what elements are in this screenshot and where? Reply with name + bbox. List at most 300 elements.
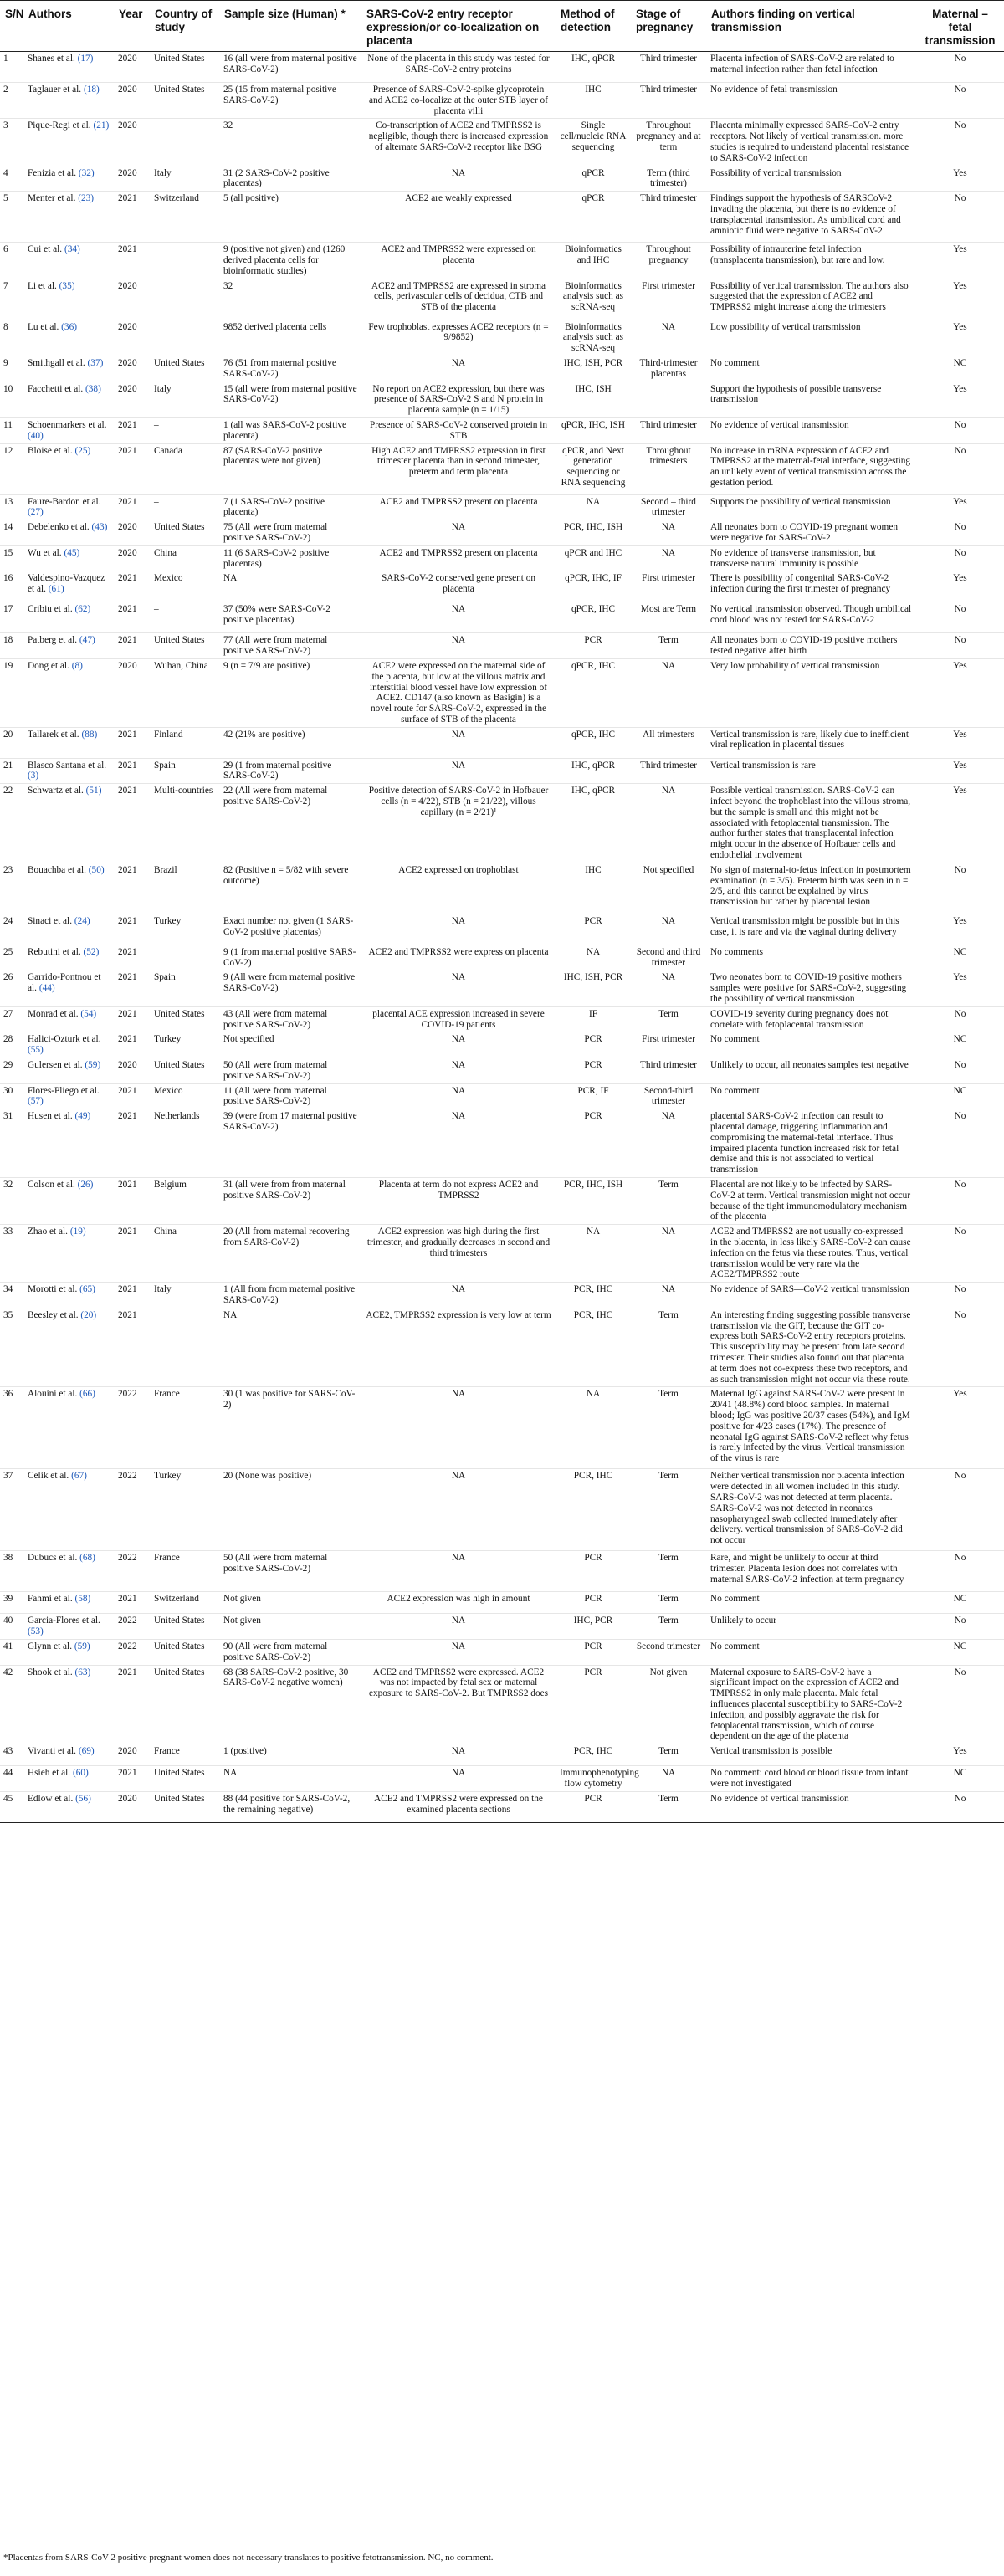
author-name: Dong et al. xyxy=(28,660,72,671)
reference-link[interactable]: (56) xyxy=(75,1793,91,1804)
row-maternal-fetal: No xyxy=(916,119,1004,166)
reference-link[interactable]: (23) xyxy=(78,193,95,204)
row-year: 2020 xyxy=(114,52,150,83)
row-method: Immunophenotyping flow cytometry xyxy=(556,1766,631,1792)
row-receptor-expression: NA xyxy=(361,914,556,945)
header-sn: S/N xyxy=(0,1,23,52)
header-sample-size: Sample size (Human) * xyxy=(219,1,361,52)
row-maternal-fetal: Yes xyxy=(916,243,1004,279)
reference-link[interactable]: (45) xyxy=(64,547,80,558)
row-method: qPCR and IHC xyxy=(556,545,631,571)
row-author xyxy=(23,1083,114,1109)
row-author xyxy=(23,602,114,633)
row-sample-size: 5 (all positive) xyxy=(219,192,361,243)
row-author xyxy=(23,417,114,443)
row-method: qPCR, IHC xyxy=(556,602,631,633)
row-country: Switzerland xyxy=(150,1592,219,1614)
row-sn: 18 xyxy=(0,633,23,659)
row-maternal-fetal: No xyxy=(916,1308,1004,1387)
row-stage: Term xyxy=(631,1387,706,1469)
row-sn: 21 xyxy=(0,758,23,784)
row-receptor-expression: SARS-CoV-2 conserved gene present on placenta xyxy=(361,571,556,602)
row-country: China xyxy=(150,1225,219,1283)
author-name: Beesley et al. xyxy=(28,1309,81,1320)
row-author xyxy=(23,279,114,320)
row-author xyxy=(23,545,114,571)
table-row xyxy=(0,1006,1004,1032)
row-stage: Second-third trimester xyxy=(631,1083,706,1109)
reference-link[interactable]: (8) xyxy=(71,660,83,671)
reference-link[interactable]: (67) xyxy=(71,1471,87,1482)
row-sn: 37 xyxy=(0,1469,23,1551)
row-author xyxy=(23,914,114,945)
row-maternal-fetal: Yes xyxy=(916,279,1004,320)
table-row xyxy=(0,1225,1004,1283)
row-sample-size: 32 xyxy=(219,119,361,166)
row-method: IHC, qPCR xyxy=(556,52,631,83)
row-receptor-expression: ACE2 and TMPRSS2 present on placenta xyxy=(361,545,556,571)
row-method: IHC, ISH, PCR xyxy=(556,356,631,382)
row-method: PCR xyxy=(556,633,631,659)
table-row xyxy=(0,602,1004,633)
table-row xyxy=(0,1109,1004,1178)
row-method: IHC, qPCR xyxy=(556,758,631,784)
row-sample-size: 9852 derived placenta cells xyxy=(219,320,361,356)
author-name: Taglauer et al. xyxy=(28,85,84,95)
row-sample-size: 9 (n = 7/9 are positive) xyxy=(219,658,361,727)
reference-link[interactable]: (36) xyxy=(61,321,77,332)
author-name: Shook et al. xyxy=(28,1667,75,1677)
row-maternal-fetal: No xyxy=(916,1109,1004,1178)
row-sample-size: 9 (1 from maternal positive SARS-CoV-2) xyxy=(219,945,361,970)
row-country: Spain xyxy=(150,758,219,784)
row-sn: 43 xyxy=(0,1744,23,1766)
row-method: NA xyxy=(556,494,631,520)
reference-link[interactable]: (26) xyxy=(77,1180,94,1190)
row-year: 2021 xyxy=(114,192,150,243)
header-receptor-expression: SARS-CoV-2 entry receptor expression/or co-localization on placenta xyxy=(361,1,556,52)
row-stage: NA xyxy=(631,520,706,546)
row-year: 2021 xyxy=(114,1083,150,1109)
row-sample-size: 29 (1 from maternal positive SARS-CoV-2) xyxy=(219,758,361,784)
row-receptor-expression: NA xyxy=(361,1032,556,1058)
row-receptor-expression: NA xyxy=(361,1058,556,1084)
row-finding: Vertical transmission is rare, likely due to inefficient viral replication in placental tissues xyxy=(706,727,916,758)
row-finding: placental SARS-CoV-2 infection can result to placental damage, triggering inflammation and compromising the maternal-fetal interface. Thus impaired placenta function increased risk for fetal demise and this is not associated to vertical transmission xyxy=(706,1109,916,1178)
author-name: Wu et al. xyxy=(28,547,64,558)
author-name: Bouachba et al. xyxy=(28,864,89,875)
row-finding: Unlikely to occur xyxy=(706,1614,916,1640)
row-year: 2021 xyxy=(114,784,150,863)
author-name: Husen et al. xyxy=(28,1111,75,1122)
header-year: Year xyxy=(114,1,150,52)
row-receptor-expression: Presence of SARS-CoV-2 conserved protein in STB xyxy=(361,417,556,443)
row-year: 2020 xyxy=(114,545,150,571)
row-sample-size: 82 (Positive n = 5/82 with severe outcome) xyxy=(219,863,361,914)
row-finding: No comment xyxy=(706,1639,916,1665)
row-maternal-fetal: NC xyxy=(916,1083,1004,1109)
reference-link[interactable]: (19) xyxy=(69,1227,86,1237)
row-finding: Possibility of vertical transmission xyxy=(706,166,916,192)
row-sn: 42 xyxy=(0,1665,23,1744)
row-sn: 33 xyxy=(0,1225,23,1283)
row-stage: Third trimester xyxy=(631,1058,706,1084)
row-method: IHC, ISH, PCR xyxy=(556,970,631,1006)
row-method: PCR xyxy=(556,1639,631,1665)
row-country: Netherlands xyxy=(150,1109,219,1178)
reference-link[interactable]: (59) xyxy=(74,1641,90,1652)
row-country: – xyxy=(150,602,219,633)
reference-link[interactable]: (52) xyxy=(83,946,100,957)
row-sample-size: 42 (21% are positive) xyxy=(219,727,361,758)
row-finding: No evidence of vertical transmission xyxy=(706,417,916,443)
row-finding: No increase in mRNA expression of ACE2 and TMPRSS2 at the maternal-fetal interface, suggesting an unlikely event of vertical transmission across the gestation period. xyxy=(706,443,916,494)
row-stage: NA xyxy=(631,545,706,571)
row-method: PCR xyxy=(556,1791,631,1822)
author-name: Cribiu et al. xyxy=(28,604,75,615)
row-sample-size: 75 (All were from maternal positive SARS-CoV-2) xyxy=(219,520,361,546)
row-maternal-fetal: Yes xyxy=(916,758,1004,784)
row-stage: Third trimester xyxy=(631,83,706,119)
row-sample-size: 31 (2 SARS-CoV-2 positive placentas) xyxy=(219,166,361,192)
row-author xyxy=(23,1766,114,1792)
row-year: 2021 xyxy=(114,1308,150,1387)
reference-link[interactable]: (68) xyxy=(79,1553,95,1564)
table-row xyxy=(0,571,1004,602)
row-author xyxy=(23,520,114,546)
row-method: IHC, qPCR xyxy=(556,784,631,863)
row-author xyxy=(23,945,114,970)
row-stage: Not given xyxy=(631,1665,706,1744)
row-sample-size: 1 (All from from maternal positive SARS-CoV-2) xyxy=(219,1283,361,1308)
row-sample-size: Exact number not given (1 SARS-CoV-2 positive placentas) xyxy=(219,914,361,945)
table-row xyxy=(0,1639,1004,1665)
row-stage: NA xyxy=(631,320,706,356)
author-name: Bloise et al. xyxy=(28,445,75,456)
row-maternal-fetal: Yes xyxy=(916,970,1004,1006)
row-method: NA xyxy=(556,945,631,970)
row-receptor-expression: NA xyxy=(361,520,556,546)
row-finding: No comments xyxy=(706,945,916,970)
reference-link[interactable]: (50) xyxy=(88,864,105,875)
reference-link[interactable]: (24) xyxy=(74,915,90,926)
row-finding: No sign of maternal-to-fetus infection in postmortem examination (n = 3/5). Preterm birth was seen in n = 2/5, and this cannot be explained by virus transmission but rather by placental lesion xyxy=(706,863,916,914)
reference-link[interactable]: (17) xyxy=(77,54,94,64)
table-row xyxy=(0,970,1004,1006)
row-method: IHC xyxy=(556,863,631,914)
row-sample-size: 68 (38 SARS-CoV-2 positive, 30 SARS-CoV-2 negative women) xyxy=(219,1665,361,1744)
row-stage: Throughout pregnancy xyxy=(631,243,706,279)
table-row xyxy=(0,658,1004,727)
table-row xyxy=(0,1592,1004,1614)
row-year: 2021 xyxy=(114,443,150,494)
reference-link[interactable]: (21) xyxy=(93,120,110,131)
row-author xyxy=(23,166,114,192)
row-maternal-fetal: No xyxy=(916,1665,1004,1744)
row-country: United States xyxy=(150,356,219,382)
row-finding: Possible vertical transmission. SARS-CoV-2 can infect beyond the trophoblast into the villous stroma, but the sample is small and this might not be associated with fetoplacental transmission. The author further states that transplacental infection might occur in the absence of Hofbauer cells and endothelial involvement xyxy=(706,784,916,863)
author-name: Fenizia et al. xyxy=(28,167,79,178)
reference-link[interactable]: (66) xyxy=(79,1389,95,1400)
row-maternal-fetal: Yes xyxy=(916,727,1004,758)
row-author xyxy=(23,758,114,784)
reference-link[interactable]: (57) xyxy=(28,1096,44,1107)
row-method: Bioinformatics and IHC xyxy=(556,243,631,279)
row-receptor-expression: Positive detection of SARS-CoV-2 in Hofbauer cells (n = 4/22), STB (n = 21/22), villous capillary (n = 2/21)¹ xyxy=(361,784,556,863)
row-maternal-fetal: NC xyxy=(916,356,1004,382)
author-name: Flores-Pliego et al. xyxy=(28,1085,100,1096)
author-name: Faure-Bardon et al. xyxy=(28,496,101,507)
row-sn: 34 xyxy=(0,1283,23,1308)
row-finding: No evidence of fetal transmission xyxy=(706,83,916,119)
row-author xyxy=(23,784,114,863)
reference-link[interactable]: (40) xyxy=(28,430,44,441)
reference-link[interactable]: (53) xyxy=(28,1626,44,1637)
table-row xyxy=(0,243,1004,279)
row-finding: Possibility of intrauterine fetal infection (transplacenta transmission), but rare and low. xyxy=(706,243,916,279)
table-row xyxy=(0,166,1004,192)
row-sn: 4 xyxy=(0,166,23,192)
row-stage: Term xyxy=(631,1178,706,1225)
row-year: 2021 xyxy=(114,494,150,520)
row-country: Italy xyxy=(150,166,219,192)
row-sample-size: 11 (All were from maternal positive SARS-CoV-2) xyxy=(219,1083,361,1109)
reference-link[interactable]: (51) xyxy=(85,786,102,796)
row-country: United States xyxy=(150,1006,219,1032)
row-country: Turkey xyxy=(150,1469,219,1551)
row-year: 2021 xyxy=(114,758,150,784)
row-sn: 22 xyxy=(0,784,23,863)
row-sample-size: 9 (positive not given) and (1260 derived placenta cells for bioinformatic studies) xyxy=(219,243,361,279)
row-receptor-expression: NA xyxy=(361,1469,556,1551)
row-finding: Findings support the hypothesis of SARSCoV-2 invading the placenta, but there is no evidence of transplacental transmission. As umbilical cord and amniotic fluid were negative to SARS-CoV-2 xyxy=(706,192,916,243)
table-row xyxy=(0,1551,1004,1592)
row-country xyxy=(150,945,219,970)
row-country: – xyxy=(150,417,219,443)
row-year: 2020 xyxy=(114,658,150,727)
reference-link[interactable]: (58) xyxy=(74,1594,91,1605)
row-stage: Term xyxy=(631,1551,706,1592)
row-country: United States xyxy=(150,1639,219,1665)
row-sn: 28 xyxy=(0,1032,23,1058)
author-name: Schwartz et al. xyxy=(28,786,86,796)
row-maternal-fetal: No xyxy=(916,417,1004,443)
row-finding: No vertical transmission observed. Though umbilical cord blood was not tested for SARS-CoV-2 xyxy=(706,602,916,633)
row-stage: Throughout trimesters xyxy=(631,443,706,494)
reference-link[interactable]: (20) xyxy=(80,1309,97,1320)
table-row xyxy=(0,1283,1004,1308)
reference-link[interactable]: (38) xyxy=(85,383,101,394)
row-receptor-expression: ACE2 and TMPRSS2 were express on placenta xyxy=(361,945,556,970)
row-receptor-expression: ACE2 expressed on trophoblast xyxy=(361,863,556,914)
row-country: Belgium xyxy=(150,1178,219,1225)
row-receptor-expression: Placenta at term do not express ACE2 and TMPRSS2 xyxy=(361,1178,556,1225)
row-author xyxy=(23,571,114,602)
row-method: PCR xyxy=(556,1665,631,1744)
row-receptor-expression: ACE2 expression was high in amount xyxy=(361,1592,556,1614)
reference-link[interactable]: (65) xyxy=(79,1284,95,1295)
row-stage: NA xyxy=(631,784,706,863)
reference-link[interactable]: (47) xyxy=(79,635,95,646)
reference-link[interactable]: (54) xyxy=(80,1008,97,1019)
row-sn: 29 xyxy=(0,1058,23,1084)
row-finding: No evidence of SARS—CoV-2 vertical transmission xyxy=(706,1283,916,1308)
row-finding: ACE2 and TMPRSS2 are not usually co-expressed in the placenta, in less likely SARS-CoV-2 can cause infection on the fetus via these routes. Thus, vertical transmission would be very rare via the ACE2/TMPRSS2 route xyxy=(706,1225,916,1283)
author-name: Schoenmarkers et al. xyxy=(28,419,107,430)
row-sample-size: 9 (All were from maternal positive SARS-CoV-2) xyxy=(219,970,361,1006)
reference-link[interactable]: (18) xyxy=(83,85,100,95)
row-receptor-expression: NA xyxy=(361,356,556,382)
author-name: Alouini et al. xyxy=(28,1389,80,1400)
row-sample-size: 39 (were from 17 maternal positive SARS-CoV-2) xyxy=(219,1109,361,1178)
reference-link[interactable]: (62) xyxy=(74,604,91,615)
row-method: PCR xyxy=(556,914,631,945)
row-sn: 40 xyxy=(0,1614,23,1640)
reference-link[interactable]: (25) xyxy=(74,445,91,456)
author-name: Edlow et al. xyxy=(28,1793,76,1804)
row-author xyxy=(23,1744,114,1766)
row-author xyxy=(23,1109,114,1178)
author-name: Fahmi et al. xyxy=(28,1594,75,1605)
row-finding: Two neonates born to COVID-19 positive mothers samples were positive for SARS-CoV-2, suggesting the possibility of vertical transmission xyxy=(706,970,916,1006)
row-receptor-expression: No report on ACE2 expression, but there was presence of SARS-CoV-2 S and N protein in placenta sample (n = 1/15) xyxy=(361,382,556,417)
reference-link[interactable]: (60) xyxy=(72,1768,89,1779)
row-sample-size: 20 (All from maternal recovering from SARS-CoV-2) xyxy=(219,1225,361,1283)
reference-link[interactable]: (3) xyxy=(28,771,39,781)
table-row xyxy=(0,192,1004,243)
reference-link[interactable]: (43) xyxy=(91,522,108,533)
row-stage: Term xyxy=(631,1791,706,1822)
table-row xyxy=(0,356,1004,382)
reference-link[interactable]: (35) xyxy=(59,280,75,291)
row-country: – xyxy=(150,494,219,520)
row-finding: COVID-19 severity during pregnancy does not correlate with fetoplacental transmission xyxy=(706,1006,916,1032)
author-name: Dubucs et al. xyxy=(28,1553,80,1564)
row-receptor-expression: ACE2 and TMPRSS2 present on placenta xyxy=(361,494,556,520)
row-sn: 12 xyxy=(0,443,23,494)
reference-link[interactable]: (61) xyxy=(48,584,64,595)
row-receptor-expression: NA xyxy=(361,633,556,659)
row-country xyxy=(150,243,219,279)
row-stage: Not specified xyxy=(631,863,706,914)
table-row xyxy=(0,1614,1004,1640)
row-receptor-expression: ACE2 were expressed on the maternal side of the placenta, but low at the villous matrix and interstitial blood vessel have low expression of ACE2. CD147 (also known as Basigin) is a novel route for SARS-CoV-2, expressed in the surface of STB of the placenta xyxy=(361,658,556,727)
reference-link[interactable]: (49) xyxy=(74,1111,91,1122)
reference-link[interactable]: (55) xyxy=(28,1045,44,1056)
row-sample-size: 87 (SARS-CoV-2 positive placentas were not given) xyxy=(219,443,361,494)
row-sn: 5 xyxy=(0,192,23,243)
reference-link[interactable]: (63) xyxy=(74,1667,91,1677)
row-stage: First trimester xyxy=(631,571,706,602)
row-author xyxy=(23,443,114,494)
row-author xyxy=(23,1791,114,1822)
row-country: United States xyxy=(150,1665,219,1744)
author-name: Smithgall et al. xyxy=(28,357,88,368)
reference-link[interactable]: (69) xyxy=(78,1746,95,1757)
row-sample-size: 7 (1 SARS-CoV-2 positive placenta) xyxy=(219,494,361,520)
reference-link[interactable]: (59) xyxy=(85,1060,101,1071)
row-finding: No comment: cord blood or blood tissue from infant were not investigated xyxy=(706,1766,916,1792)
row-author xyxy=(23,1469,114,1551)
row-receptor-expression: ACE2 and TMPRSS2 were expressed. ACE2 was not impacted by fetal sex or maternal exposure to SARS-CoV-2. But TMPRSS2 does xyxy=(361,1665,556,1744)
row-author xyxy=(23,192,114,243)
reference-link[interactable]: (32) xyxy=(78,167,95,178)
author-name: Debelenko et al. xyxy=(28,522,92,533)
row-maternal-fetal: Yes xyxy=(916,784,1004,863)
row-maternal-fetal: NC xyxy=(916,1766,1004,1792)
table-row xyxy=(0,784,1004,863)
row-sn: 9 xyxy=(0,356,23,382)
row-author xyxy=(23,320,114,356)
author-name: Vivanti et al. xyxy=(28,1746,79,1757)
table-row xyxy=(0,1308,1004,1387)
row-receptor-expression: Few trophoblast expresses ACE2 receptors (n = 9/9852) xyxy=(361,320,556,356)
row-sample-size: 1 (all was SARS-CoV-2 positive placenta) xyxy=(219,417,361,443)
reference-link[interactable]: (34) xyxy=(64,244,80,255)
row-maternal-fetal: NC xyxy=(916,1592,1004,1614)
row-author xyxy=(23,1058,114,1084)
row-year: 2021 xyxy=(114,571,150,602)
row-year: 2021 xyxy=(114,914,150,945)
row-maternal-fetal: No xyxy=(916,545,1004,571)
author-name: Patberg et al. xyxy=(28,635,79,646)
reference-link[interactable]: (44) xyxy=(38,983,55,994)
row-year: 2021 xyxy=(114,602,150,633)
author-name: Li et al. xyxy=(28,280,59,291)
row-receptor-expression: NA xyxy=(361,1083,556,1109)
table-row xyxy=(0,494,1004,520)
row-stage: Second trimester xyxy=(631,1639,706,1665)
row-year: 2021 xyxy=(114,727,150,758)
row-sample-size: 22 (All were from maternal positive SARS-CoV-2) xyxy=(219,784,361,863)
row-receptor-expression: ACE2 and TMPRSS2 are expressed in stroma cells, perivascular cells of decidua, CTB and STB of the placenta xyxy=(361,279,556,320)
row-method: IHC xyxy=(556,83,631,119)
header-finding: Authors finding on vertical transmission xyxy=(706,1,916,52)
row-sample-size: 77 (All were from maternal positive SARS-CoV-2) xyxy=(219,633,361,659)
row-finding: No comment xyxy=(706,356,916,382)
reference-link[interactable]: (88) xyxy=(81,729,98,740)
row-stage: NA xyxy=(631,1283,706,1308)
row-maternal-fetal: No xyxy=(916,83,1004,119)
row-finding: Maternal IgG against SARS-CoV-2 were present in 20/41 (48.8%) cord blood samples. In maternal blood; IgG was positive 20/37 cases (54%), and IgM positive for 4/23 cases (17%). The presence of neonatal IgG against SARS-CoV-2 reflect why fetus is rarely infected by the virus. Vertical transmission of the virus is rare xyxy=(706,1387,916,1469)
table-row xyxy=(0,758,1004,784)
row-method: PCR, IHC xyxy=(556,1283,631,1308)
row-stage: NA xyxy=(631,970,706,1006)
table-row xyxy=(0,1387,1004,1469)
row-method: PCR, IHC xyxy=(556,1469,631,1551)
row-maternal-fetal: Yes xyxy=(916,914,1004,945)
row-method: PCR xyxy=(556,1592,631,1614)
author-name: Garcia-Flores et al. xyxy=(28,1616,100,1626)
row-receptor-expression: NA xyxy=(361,166,556,192)
author-name: Colson et al. xyxy=(28,1180,78,1190)
row-maternal-fetal: NC xyxy=(916,945,1004,970)
reference-link[interactable]: (37) xyxy=(87,357,104,368)
row-sn: 16 xyxy=(0,571,23,602)
row-year: 2021 xyxy=(114,863,150,914)
row-receptor-expression: High ACE2 and TMPRSS2 expression in first trimester placenta than in second trimester, preterm and term placenta xyxy=(361,443,556,494)
row-method: qPCR xyxy=(556,192,631,243)
row-sample-size: 90 (All were from maternal positive SARS-CoV-2) xyxy=(219,1639,361,1665)
author-name: Garrido-Pontnou et al. xyxy=(28,972,101,994)
row-sn: 7 xyxy=(0,279,23,320)
row-author xyxy=(23,1308,114,1387)
row-country: France xyxy=(150,1387,219,1469)
row-sample-size: Not given xyxy=(219,1592,361,1614)
row-sample-size: 25 (15 from maternal positive SARS-CoV-2) xyxy=(219,83,361,119)
table-row xyxy=(0,545,1004,571)
reference-link[interactable]: (27) xyxy=(28,507,44,518)
